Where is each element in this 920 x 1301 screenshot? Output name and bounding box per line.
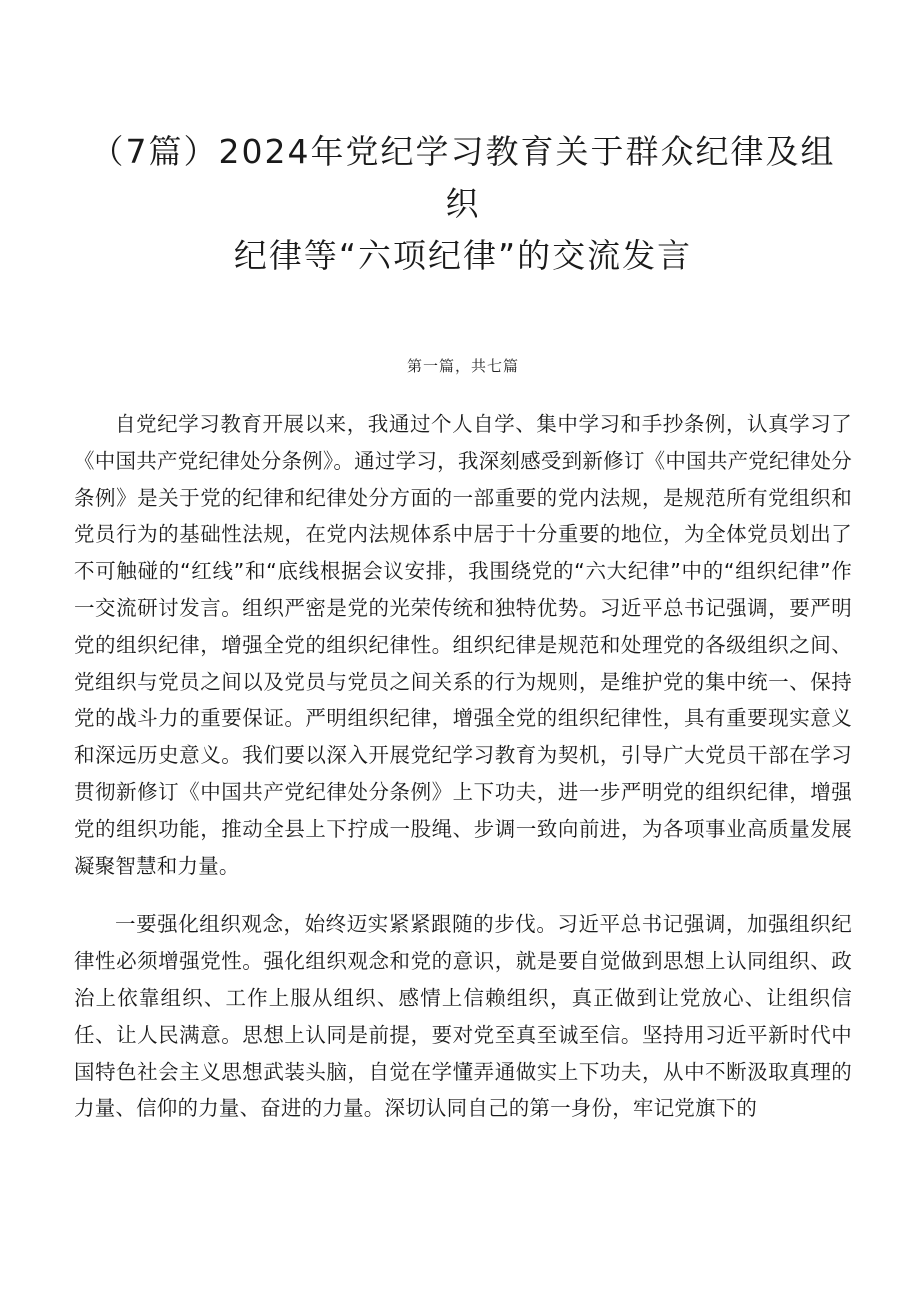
title-line-1: （7篇）2024年党纪学习教育关于群众纪律及组织 [90,132,836,223]
paragraph-2: 一要强化组织观念，始终迈实紧紧跟随的步伐。习近平总书记强调，加强组织纪律性必须增强党性。强化组织观念和党的意识，就是要自觉做到思想上认同组织、政治上依靠组织、工作上服从组织、感情上信赖组织，真正做到让党放心、让组织信任、让人民满意。思想上认同是前提，要对党至真至诚至信。坚持用习近平新时代中国特色社会主义思想武装头脑，自觉在学懂弄通做实上下功夫，从中不断汲取真理的力量、信仰的力量、奋进的力量。深切认同自己的第一身份，牢记党旗下的 [74,912,852,1121]
document-title [74,126,852,282]
document-body [74,406,852,1127]
title-line-2: 纪律等“六项纪律”的交流发言 [233,236,693,275]
paragraph-1: 自党纪学习教育开展以来，我通过个人自学、集中学习和手抄条例，认真学习了《中国共产党纪律处分条例》。通过学习，我深刻感受到新修订《中国共产党纪律处分条例》是关于党的纪律和纪律处分方面的一部重要的党内法规，是规范所有党组织和党员行为的基础性法规，在党内法规体系中居于十分重要的地位，为全体党员划出了不可触碰的“红线”和“底线根据会议安排，我围绕党的“六大纪律”中的“组织纪律”作一交流研讨发言。组织严密是党的光荣传统和独特优势。习近平总书记强调，要严明党的组织纪律，增强全党的组织纪律性。组织纪律是规范和处理党的各级组织之间、党组织与党员之间以及党员与党员之间关系的行为规则，是维护党的集中统一、保持党的战斗力的重要保证。严明组织纪律，增强全党的组织纪律性，具有重要现实意义和深远历史意义。我们要以深入开展党纪学习教育为契机，引导广大党员干部在学习贯彻新修订《中国共产党纪律处分条例》上下功夫，进一步严明党的组织纪律，增强党的组织功能，推动全县上下拧成一股绳、步调一致向前进，为各项事业高质量发展凝聚智慧和力量。 [74,412,852,878]
section-subtitle: 第一篇，共七篇 [406,357,519,375]
